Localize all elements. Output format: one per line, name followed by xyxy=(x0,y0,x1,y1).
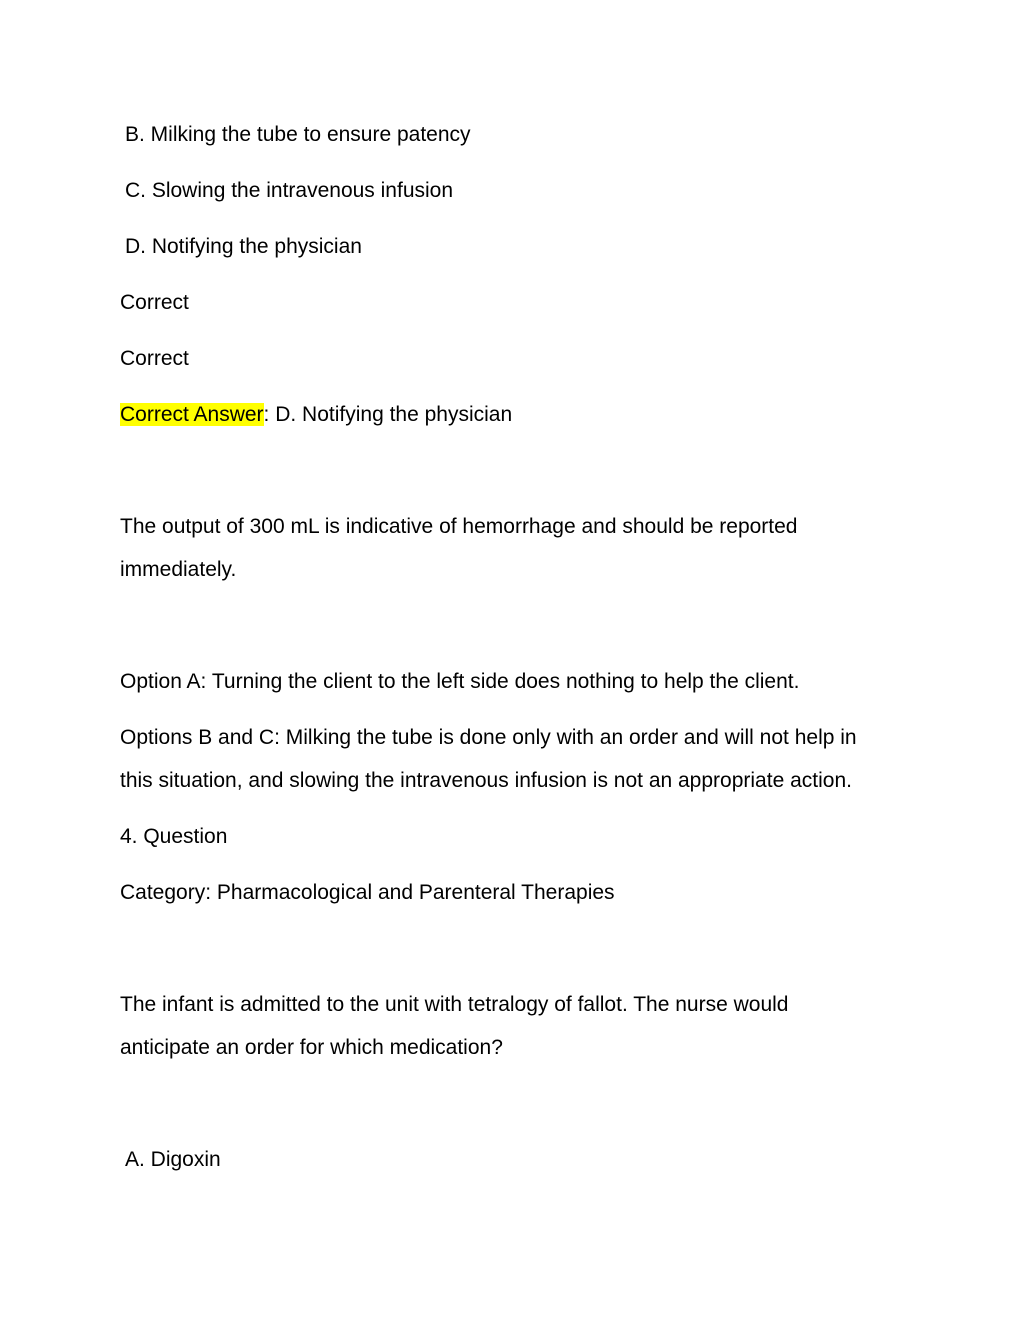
option-c-text: C. Slowing the intravenous infusion xyxy=(125,179,454,202)
explanation-line: immediately. xyxy=(120,558,237,581)
correct-answer-label: Correct Answer xyxy=(120,403,264,426)
result-status: Correct xyxy=(120,291,189,314)
answer-option-a: A. Digoxin xyxy=(125,1148,221,1171)
question-category: Category: Pharmacological and Parenteral Therapies xyxy=(120,881,615,904)
option-d-text: D. Notifying the physician xyxy=(125,235,362,258)
question-text: The infant is admitted to the unit with tetralogy of fallot. The nurse would xyxy=(120,993,789,1016)
question-text: anticipate an order for which medication? xyxy=(120,1036,503,1059)
question-number: 4. Question xyxy=(120,825,228,848)
options-bc-rationale: Options B and C: Milking the tube is done only with an order and will not help in xyxy=(120,726,857,749)
result-status: Correct xyxy=(120,347,189,370)
correct-answer-line xyxy=(120,401,512,429)
option-a-rationale: Option A: Turning the client to the left side does nothing to help the client. xyxy=(120,670,800,693)
explanation-line: The output of 300 mL is indicative of hemorrhage and should be reported xyxy=(120,515,798,538)
options-bc-rationale: this situation, and slowing the intravenous infusion is not an appropriate action. xyxy=(120,769,852,792)
correct-answer-value: : D. Notifying the physician xyxy=(263,403,513,426)
option-b-text: B. Milking the tube to ensure patency xyxy=(125,123,471,146)
